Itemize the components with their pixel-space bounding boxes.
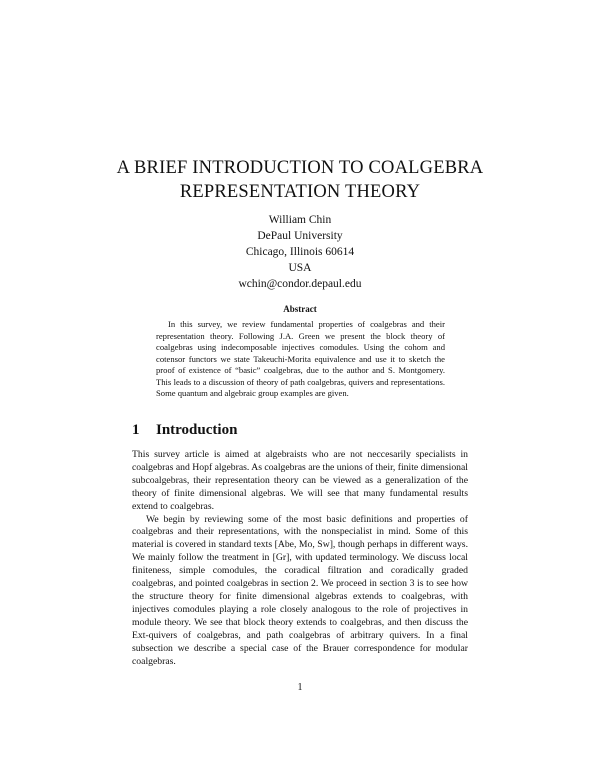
section-body [132, 449, 468, 668]
abstract-body [156, 319, 445, 400]
abstract-text: In this survey, we review fundamental properties of coalgebras and their representation theory. Following J.A. Green we present the block theory of coalgebras using indecomposable injectives comodules. Using the cohom and cotensor functors we state Takeuchi-Morita equivalence and use it to sketch the proof of existence of “basic” coalgebras, due to the author and S. Montgomery. This leads to a discussion of theory of path coalgebras, quivers and representations. Some quantum and algebraic group examples are given. [156, 319, 445, 398]
title-line-2: REPRESENTATION THEORY [179, 182, 421, 202]
paper-title [0, 156, 600, 204]
paragraph-1: This survey article is aimed at algebraists who are not neccesarily specialists in coalgebras and Hopf algebras. As coalgebras are the unions of their, finite dimensional subcoalgebras, their representation theory can be viewed as a generalization of the theory of finite dimensional algebras. We will see that many fundamental results extend to coalgebras. [132, 449, 468, 512]
title-line-1: A BRIEF INTRODUCTION TO COALGEBRA [116, 158, 484, 178]
author-block [0, 212, 600, 292]
author-affiliation: DePaul University [257, 230, 343, 242]
author-country: USA [288, 262, 312, 274]
author-email: wchin@condor.depaul.edu [238, 278, 362, 290]
abstract-heading: Abstract [283, 304, 317, 314]
section-number: 1 [132, 422, 140, 438]
paragraph-2: We begin by reviewing some of the most basic definitions and properties of coalgebras and their representations, with the nonspecialist in mind. Some of this material is covered in standard texts [Abe, Mo, Sw], though perhaps in different ways. We mainly follow the treatment in [Gr], with updated terminology. We discuss local finiteness, simple comodules, the coradical filtration and coradically graded coalgebras, and pointed coalgebras in section 2. We proceed in section 3 is to see how the structure theory for finite dimensional algebras extends to coalgebras, with injectives comodules playing a role closely analogous to the role of projectives in module theory. We see that block theory extends to coalgebras, and then discuss the Ext-quivers of coalgebras, and path coalgebras of arbitrary quivers. In a final subsection we describe a special case of the Brauer correspondence for modular coalgebras. [132, 513, 468, 667]
section-title: Introduction [156, 422, 238, 438]
section-heading [132, 422, 472, 439]
author-city: Chicago, Illinois 60614 [245, 246, 355, 258]
page-number: 1 [297, 682, 303, 693]
author-name: William Chin [268, 214, 332, 226]
